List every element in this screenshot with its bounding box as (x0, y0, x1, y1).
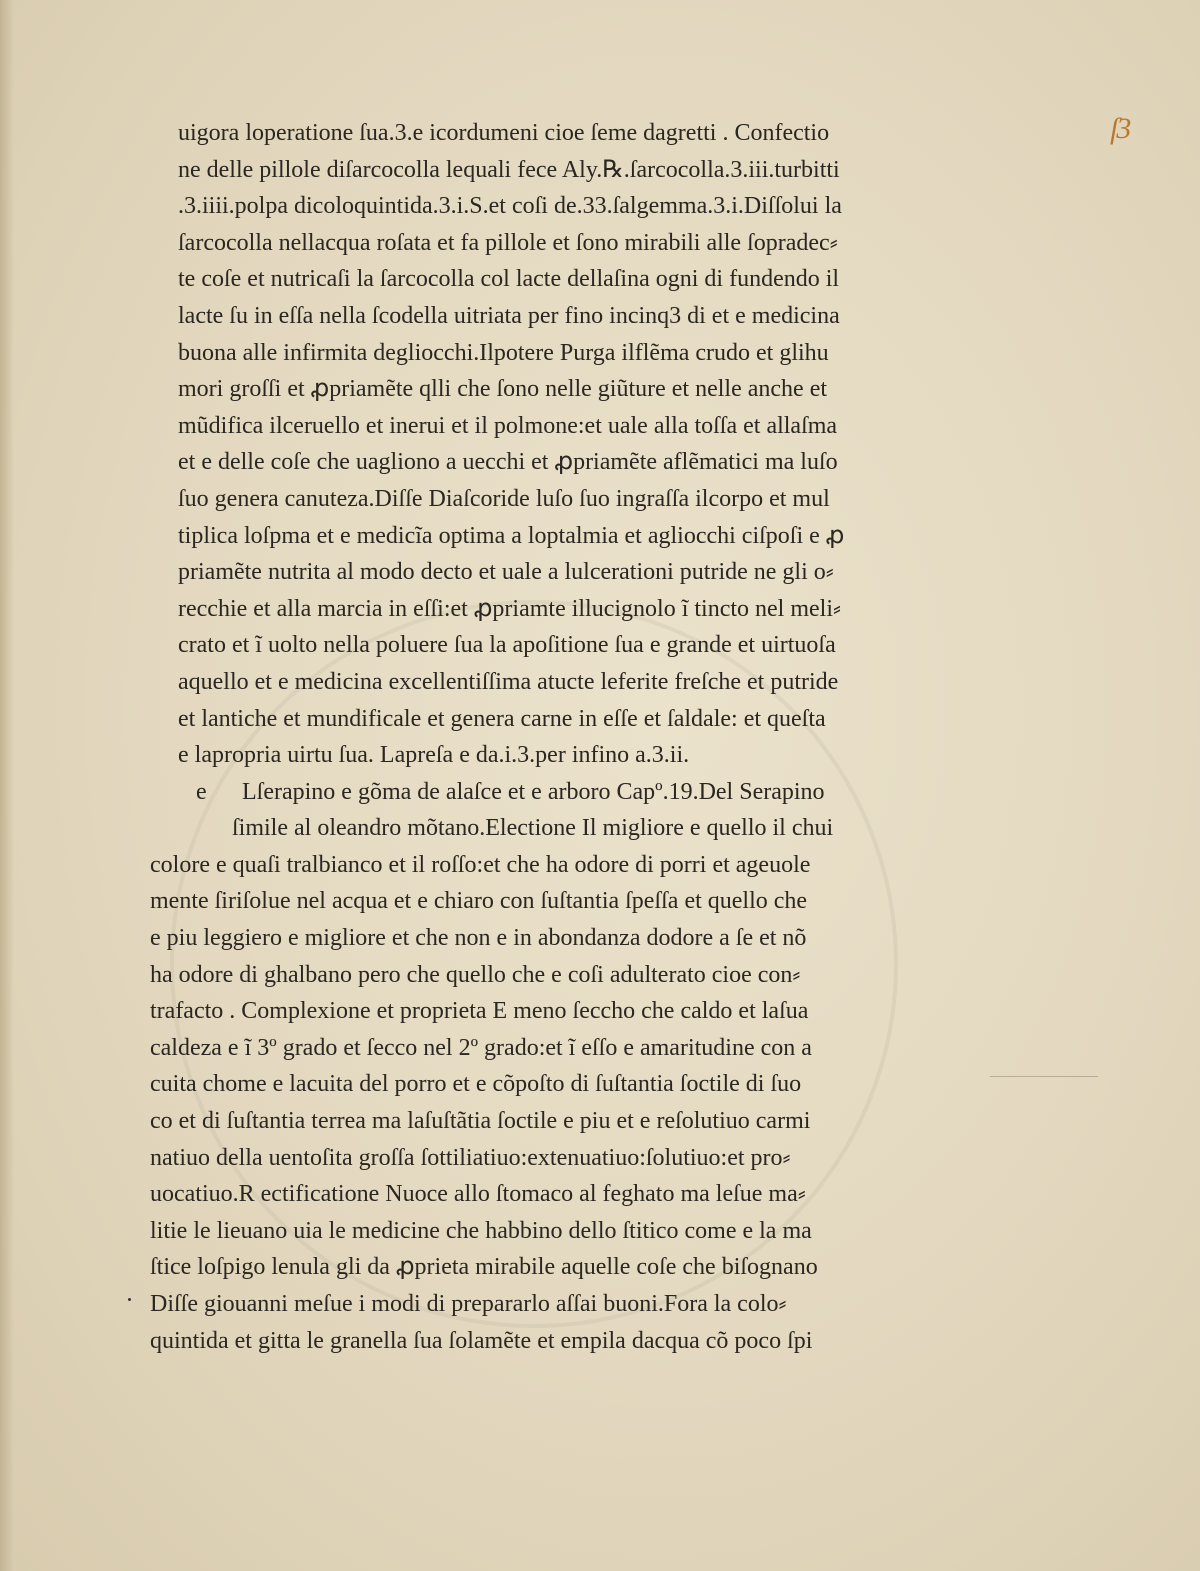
text-line: colore e quaſi tralbianco et il roſſo:et che ha odore di porri et ageuole (150, 851, 811, 878)
text-line: mũdifica ilceruello et inerui et il polmone:et uale alla toſſa et allaſma (178, 412, 838, 439)
text-line: .3.iiii.polpa dicoloquintida.3.i.S.et coſi de.33.ſalgemma.3.i.Diſſolui la (178, 193, 842, 220)
text-line: ſarcocolla nellacqua roſata et fa pillole et ſono mirabili alle ſopradec⸗ (178, 229, 838, 256)
text-line: recchie et alla marcia in eſſi:et ꝓpriamte illucignolo ĩ tincto nel meli⸗ (178, 595, 841, 622)
pencil-mark (990, 1076, 1098, 1077)
text-line: mente ſiriſolue nel acqua et e chiaro con ſuſtantia ſpeſſa et quello che (150, 888, 808, 915)
text-line: buona alle infirmita degliocchi.Ilpotere Purga ilflẽma crudo et glihu (178, 339, 829, 366)
text-line: natiuo della uentoſita groſſa ſottiliatiuo:extenuatiuo:ſolutiuo:et pro⸗ (150, 1144, 791, 1171)
binding-shadow (0, 0, 14, 1571)
text-line: ſimile al oleandro mõtano.Electione Il migliore e quello il chui (232, 815, 834, 842)
chapter-heading-text: Lſerapino e gõma de alaſce et e arboro Capº.19.Del Serapino (242, 778, 825, 805)
text-line: e lapropria uirtu ſua. Lapreſa e da.i.3.per infino a.3.ii. (178, 742, 690, 769)
text-line: tiplica loſpma et e medicĩa optima a loptalmia et agliocchi ciſpoſi e ꝓ (178, 522, 845, 549)
text-line: et lantiche et mundificale et genera carne in eſſe et ſaldale: et queſta (178, 705, 826, 732)
folio-number: ſ3 (1110, 112, 1130, 145)
text-line: quintida et gitta le granella ſua ſolamẽte et empila dacqua cõ poco ſpi (150, 1327, 813, 1354)
text-line: cuita chome e lacuita del porro et e cõpoſto di ſuſtantia ſoctile di ſuo (150, 1071, 802, 1098)
text-line: et e delle coſe che uagliono a uecchi et ꝓpriamẽte aflẽmatici ma luſo (178, 449, 838, 476)
text-line: Diſſe giouanni meſue i modi di prepararlo aſſai buoni.Fora la colo⸗ (150, 1291, 787, 1317)
text-line: lacte ſu in eſſa nella ſcodella uitriata per fino incinq3 di et e medicina (178, 302, 840, 329)
ink-dot (128, 1298, 131, 1301)
chapter-guide-letter: e (196, 778, 207, 805)
text-line: uocatiuo.R ectificatione Nuoce allo ſtomaco al feghato ma leſue ma⸗ (150, 1181, 806, 1208)
text-line: te coſe et nutricaſi la ſarcocolla col lacte dellaſina ogni di fundendo il (178, 266, 840, 293)
text-line: caldeza e ĩ 3º grado et ſecco nel 2º grado:et ĩ eſſo e amaritudine con a (150, 1034, 812, 1061)
text-line: crato et ĩ uolto nella poluere ſua la apoſitione ſua e grande et uirtuoſa (178, 632, 836, 659)
text-line: aquello et e medicina excellentiſſima atucte leferite freſche et putride (178, 668, 839, 695)
text-line: mori groſſi et ꝓpriamẽte qlli che ſono nelle giũture et nelle anche et (178, 376, 828, 403)
text-block (150, 115, 1000, 1359)
text-line: priamẽte nutrita al modo decto et uale a lulcerationi putride ne gli o⸗ (178, 559, 834, 586)
text-line: ſtice loſpigo lenula gli da ꝓprieta mirabile aquelle coſe che biſognano (150, 1254, 818, 1281)
chapter-heading-line (150, 774, 1000, 811)
text-line: co et di ſuſtantia terrea ma laſuſtãtia ſoctile e piu et e reſolutiuo carmi (150, 1108, 811, 1135)
text-line: trafacto . Complexione et proprieta E meno ſeccho che caldo et laſua (150, 998, 809, 1025)
text-line: uigora loperatione ſua.3.e icordumeni cioe ſeme dagretti . Confectio (178, 120, 830, 146)
text-line: ha odore di ghalbano pero che quello che e coſi adulterato cioe con⸗ (150, 961, 801, 988)
text-line: litie le lieuano uia le medicine che habbino dello ſtitico come e la ma (150, 1217, 812, 1244)
text-line: ne delle pillole diſarcocolla lequali fece Aly.℞.ſarcocolla.3.iii.turbitti (178, 156, 840, 183)
text-line: e piu leggiero e migliore et che non e in abondanza dodore a ſe et nõ (150, 925, 807, 952)
text-line: ſuo genera canuteza.Diſſe Diaſcoride luſo ſuo ingraſſa ilcorpo et mul (178, 485, 830, 512)
